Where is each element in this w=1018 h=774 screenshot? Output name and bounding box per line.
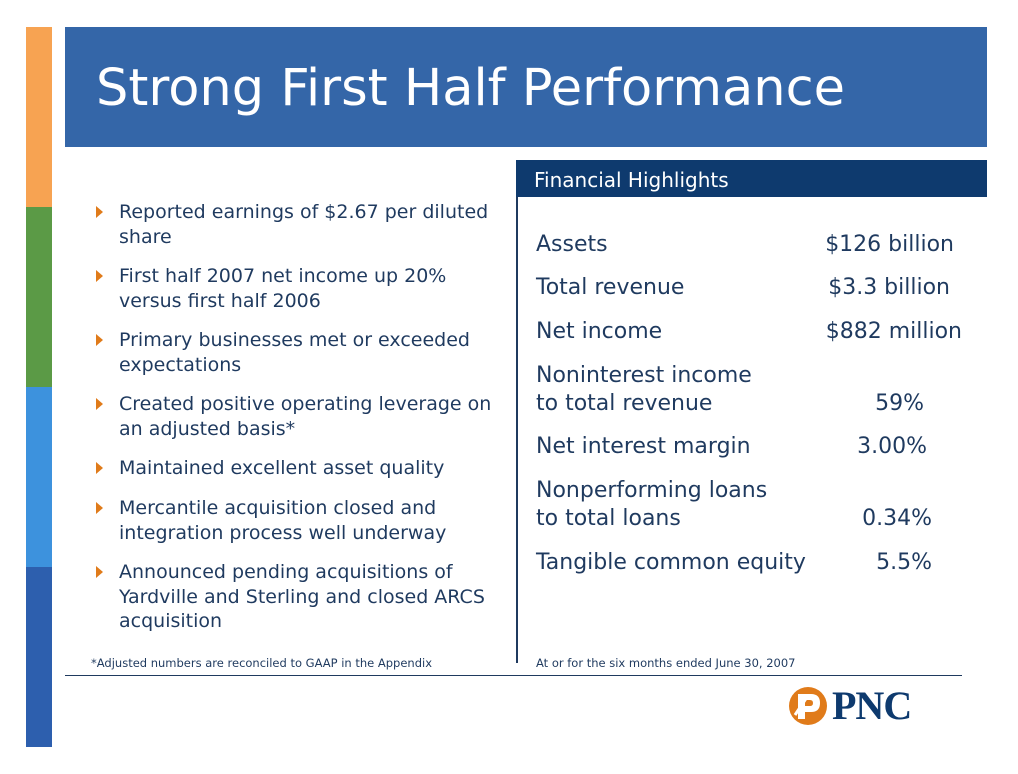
bullet-text: First half 2007 net income up 20% versus first half 2006 xyxy=(119,265,447,312)
metric-value: $882 million xyxy=(825,319,962,344)
bullet-arrow-icon xyxy=(96,334,103,346)
metric-label: Total revenue xyxy=(536,275,685,300)
bullet-text: Maintained excellent asset quality xyxy=(119,457,445,479)
metric-value: $126 billion xyxy=(825,232,954,257)
bullet-text: Announced pending acquisitions of Yardville and Sterling and closed ARCS acquisition xyxy=(119,561,485,632)
bullet-text: Reported earnings of $2.67 per diluted share xyxy=(119,201,489,248)
stripe-dark-blue xyxy=(26,567,52,747)
slide-title: Strong First Half Performance xyxy=(96,59,845,118)
metric-value: 0.34% xyxy=(862,506,932,531)
metric-label: to total loans xyxy=(536,506,681,531)
metric-label: Net income xyxy=(536,319,663,344)
metric-value: $3.3 billion xyxy=(828,275,950,300)
bullet-arrow-icon xyxy=(96,502,103,514)
bullet-text: Primary businesses met or exceeded expectations xyxy=(119,329,470,376)
bullet-text: Created positive operating leverage on an adjusted basis* xyxy=(119,393,492,440)
metric-value: 59% xyxy=(875,391,924,416)
metric-label: Nonperforming loans xyxy=(536,478,768,503)
metric-label: Noninterest income xyxy=(536,363,752,388)
metric-label: to total revenue xyxy=(536,391,713,416)
bullet-arrow-icon xyxy=(96,566,103,578)
bullet-arrow-icon xyxy=(96,462,103,474)
footnote: *Adjusted numbers are reconciled to GAAP in the Appendix xyxy=(91,656,433,670)
divider-horizontal xyxy=(65,675,962,676)
metric-label: Tangible common equity xyxy=(536,550,806,575)
highlights-title: Financial Highlights xyxy=(534,168,729,192)
as-of-note: At or for the six months ended June 30, 2007 xyxy=(536,656,796,670)
bullet-arrow-icon xyxy=(96,398,103,410)
stripe-orange xyxy=(26,27,52,207)
pnc-logo-text: PNC xyxy=(832,683,912,728)
metric-value: 3.00% xyxy=(857,434,927,459)
bullet-arrow-icon xyxy=(96,206,103,218)
divider-vertical xyxy=(516,197,518,663)
metric-label: Assets xyxy=(536,232,608,257)
bullet-arrow-icon xyxy=(96,270,103,282)
bullet-text: Mercantile acquisition closed and integration process well underway xyxy=(119,497,447,544)
metric-label: Net interest margin xyxy=(536,434,751,459)
stripe-light-blue xyxy=(26,387,52,567)
metric-value: 5.5% xyxy=(876,550,932,575)
stripe-green xyxy=(26,207,52,387)
